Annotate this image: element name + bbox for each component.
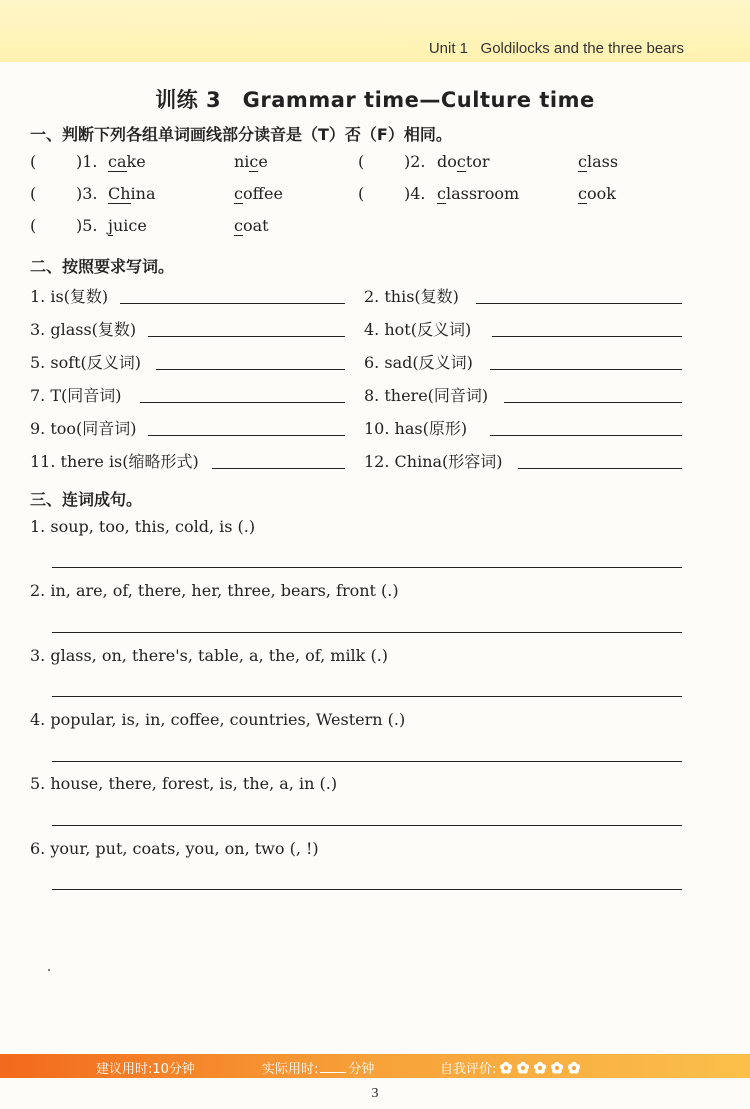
rewrite-label: 11. there is(缩略形式) xyxy=(30,452,199,471)
page-number: 3 xyxy=(371,1086,379,1101)
rewrite-label: 8. there(同音词) xyxy=(364,386,489,405)
scrambled-words: 6. your, put, coats, you, on, two (, !) xyxy=(30,839,319,858)
self-evaluation xyxy=(440,1058,581,1077)
flower-icon[interactable] xyxy=(550,1061,564,1075)
item-number: )1. xyxy=(76,152,98,171)
flower-icon[interactable] xyxy=(499,1061,513,1075)
item-number: )2. xyxy=(404,152,426,171)
answer-line[interactable] xyxy=(52,632,682,633)
flower-icon[interactable] xyxy=(533,1061,547,1075)
word: class xyxy=(578,152,619,171)
section1-heading: 一、判断下列各组单词画线部分读音是（T）否（F）相同。 xyxy=(30,125,452,144)
scrambled-words: 5. house, there, forest, is, the, a, in (.) xyxy=(30,774,338,793)
unit-title: Goldilocks and the three bears xyxy=(480,40,684,57)
answer-blank[interactable] xyxy=(504,402,682,403)
stray-dot xyxy=(48,969,50,971)
word: China xyxy=(108,184,156,203)
footer-bar xyxy=(0,1054,750,1078)
rewrite-label: 3. glass(复数) xyxy=(30,320,137,339)
word: cake xyxy=(108,152,146,171)
answer-blank[interactable] xyxy=(156,369,345,370)
actual-time-unit: 分钟 xyxy=(348,1062,375,1077)
section2-heading: 二、按照要求写词。 xyxy=(30,257,175,276)
word: nice xyxy=(234,152,268,171)
answer-blank[interactable] xyxy=(518,468,682,469)
scrambled-words: 2. in, are, of, there, her, three, bears, front (.) xyxy=(30,581,399,600)
answer-blank[interactable] xyxy=(120,303,345,304)
answer-line[interactable] xyxy=(52,761,682,762)
word: juice xyxy=(108,216,147,235)
answer-line[interactable] xyxy=(52,889,682,890)
section3-heading: 三、连词成句。 xyxy=(30,490,143,509)
suggested-time: 建议用时:10分钟 xyxy=(96,1062,195,1077)
item-number: )3. xyxy=(76,184,98,203)
header-bar xyxy=(0,0,750,62)
actual-time-label: 实际用时: xyxy=(262,1062,319,1077)
rewrite-label: 2. this(复数) xyxy=(364,287,459,306)
running-header xyxy=(429,40,684,57)
answer-blank[interactable] xyxy=(140,402,345,403)
rewrite-label: 5. soft(反义词) xyxy=(30,353,142,372)
scrambled-words: 3. glass, on, there's, table, a, the, of, milk (.) xyxy=(30,646,389,665)
page-title: 训练 3 Grammar time—Culture time xyxy=(155,88,595,112)
answer-line[interactable] xyxy=(52,825,682,826)
scrambled-words: 1. soup, too, this, cold, is (.) xyxy=(30,517,256,536)
flower-icon[interactable] xyxy=(567,1061,581,1075)
scrambled-words: 4. popular, is, in, coffee, countries, Western (.) xyxy=(30,710,406,729)
answer-blank[interactable] xyxy=(148,435,345,436)
answer-line[interactable] xyxy=(52,567,682,568)
word: cook xyxy=(578,184,616,203)
answer-paren: ( xyxy=(30,184,37,203)
item-number: )4. xyxy=(404,184,426,203)
answer-line[interactable] xyxy=(52,696,682,697)
answer-paren: ( xyxy=(358,184,365,203)
rewrite-label: 12. China(形容词) xyxy=(364,452,503,471)
rewrite-label: 4. hot(反义词) xyxy=(364,320,472,339)
answer-blank[interactable] xyxy=(212,468,345,469)
word: coffee xyxy=(234,184,283,203)
rewrite-label: 6. sad(反义词) xyxy=(364,353,473,372)
rewrite-label: 7. T(同音词) xyxy=(30,386,122,405)
answer-blank[interactable] xyxy=(492,336,682,337)
answer-blank[interactable] xyxy=(148,336,345,337)
word: doctor xyxy=(437,152,490,171)
actual-time xyxy=(262,1058,374,1077)
item-number: )5. xyxy=(76,216,98,235)
word: classroom xyxy=(437,184,520,203)
unit-number: Unit 1 xyxy=(428,40,469,57)
rating-flowers[interactable] xyxy=(496,1062,581,1077)
answer-paren: ( xyxy=(358,152,365,171)
answer-blank[interactable] xyxy=(490,369,682,370)
self-eval-label: 自我评价: xyxy=(440,1062,497,1077)
actual-time-blank[interactable] xyxy=(320,1072,346,1073)
answer-blank[interactable] xyxy=(476,303,682,304)
answer-paren: ( xyxy=(30,216,37,235)
word: coat xyxy=(234,216,269,235)
flower-icon[interactable] xyxy=(516,1061,530,1075)
rewrite-label: 1. is(复数) xyxy=(30,287,109,306)
rewrite-label: 9. too(同音词) xyxy=(30,419,137,438)
answer-blank[interactable] xyxy=(490,435,682,436)
answer-paren: ( xyxy=(30,152,37,171)
rewrite-label: 10. has(原形) xyxy=(364,419,468,438)
